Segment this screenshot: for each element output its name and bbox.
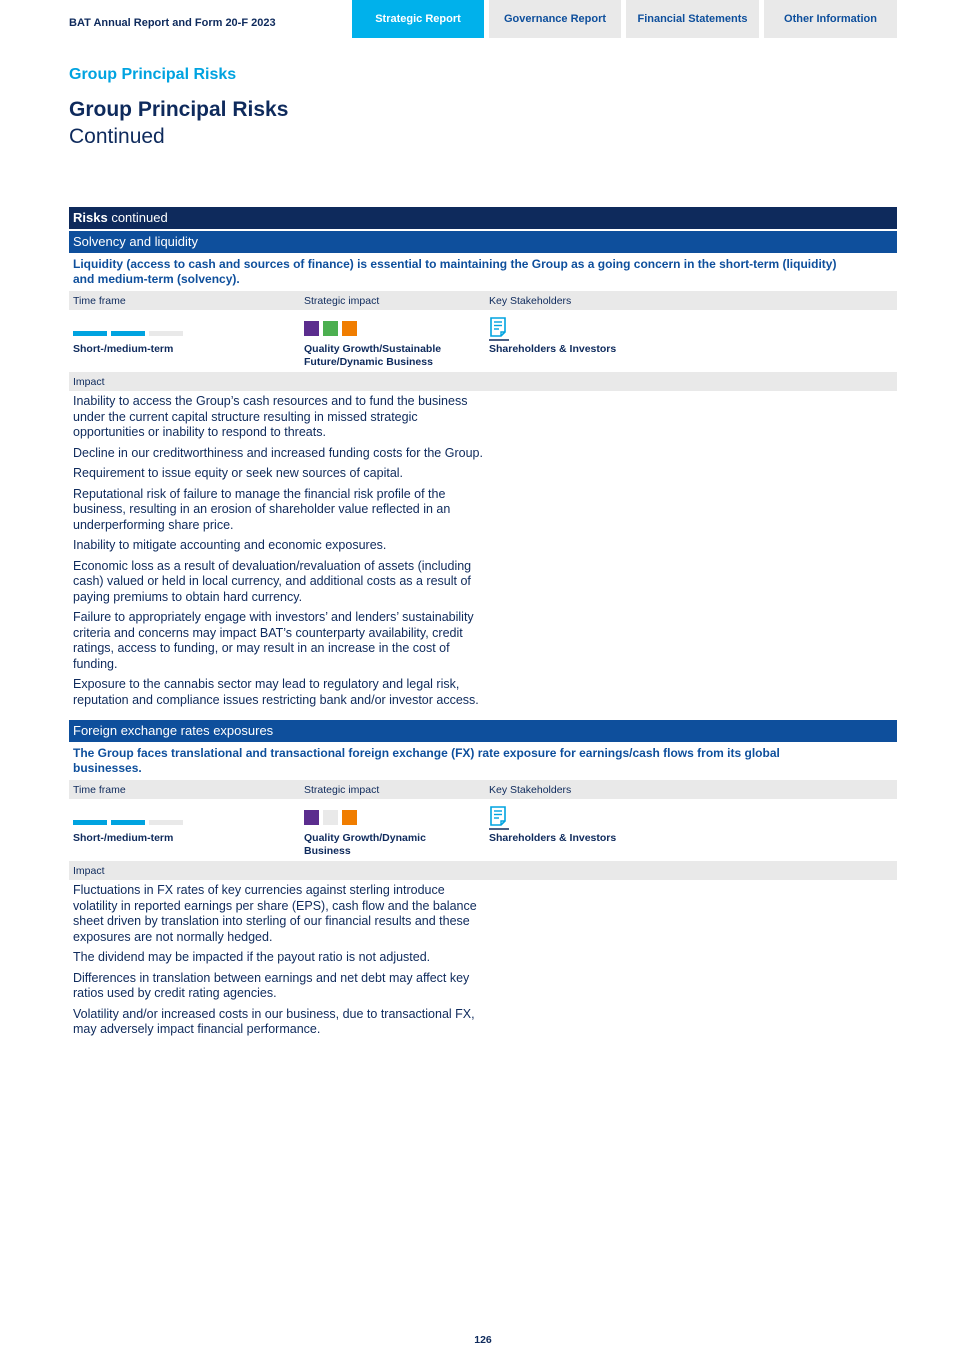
quality-growth-icon bbox=[304, 810, 319, 825]
impact-item: Inability to access the Group’s cash resources and to fund the business under the current capital structure resulting in missed strategic opportunities or inability to respond to threats. bbox=[73, 394, 468, 439]
sustainable-future-icon bbox=[323, 321, 338, 336]
impact-label-row bbox=[69, 861, 897, 880]
risk-section-solvency bbox=[69, 231, 897, 708]
time-frame-segment bbox=[149, 820, 183, 825]
strategic-impact-label: Strategic impact bbox=[304, 295, 380, 307]
section-title: Foreign exchange rates exposures bbox=[69, 720, 897, 742]
tab-governance-report[interactable]: Governance Report bbox=[489, 0, 621, 38]
time-frame-indicator bbox=[73, 820, 183, 825]
section-kicker: Group Principal Risks bbox=[69, 66, 237, 83]
section-title: Solvency and liquidity bbox=[69, 231, 897, 253]
visual-row bbox=[69, 310, 897, 372]
page-subtitle: Continued bbox=[69, 125, 165, 148]
time-frame-label: Time frame bbox=[73, 295, 126, 307]
visual-row bbox=[69, 799, 897, 861]
stakeholders-value: Shareholders & Investors bbox=[489, 832, 617, 844]
dynamic-business-icon bbox=[342, 810, 357, 825]
document-icon bbox=[489, 806, 509, 830]
section-description: Liquidity (access to cash and sources of finance) is essential to maintaining the Group as a going concern in the short-term (liquidity) and medium-term (solvency). bbox=[73, 257, 837, 286]
strategic-impact-icons bbox=[304, 321, 357, 336]
impact-item: Exposure to the cannabis sector may lead to regulatory and legal risk, reputation and compliance issues restricting bank and/or investor access. bbox=[73, 677, 479, 707]
sustainable-future-icon bbox=[323, 810, 338, 825]
time-frame-segment bbox=[73, 820, 107, 825]
time-frame-label: Time frame bbox=[73, 784, 126, 796]
page-title: Group Principal Risks bbox=[69, 98, 289, 121]
strategic-impact-value: Quality Growth/Sustainable Future/Dynamic Business bbox=[304, 343, 442, 368]
time-frame-value: Short-/medium-term bbox=[73, 343, 174, 355]
impact-item: The dividend may be impacted if the payout ratio is not adjusted. bbox=[73, 950, 431, 964]
time-frame-segment bbox=[111, 820, 145, 825]
document-icon bbox=[489, 317, 509, 341]
strategic-impact-label: Strategic impact bbox=[304, 784, 380, 796]
tab-strategic-report[interactable]: Strategic Report bbox=[352, 0, 484, 38]
impact-item: Fluctuations in FX rates of key currencies against sterling introduce volatility in reported earnings per share (EPS), cash flow and the balance sheet driven by translation into sterling of our financial results and these exposures are not normally hedged. bbox=[73, 883, 477, 944]
risks-header-rest: continued bbox=[107, 210, 168, 225]
top-navigation-bar bbox=[0, 0, 966, 38]
time-frame-segment bbox=[149, 331, 183, 336]
page-number: 126 bbox=[474, 1334, 492, 1346]
time-frame-segment bbox=[111, 331, 145, 336]
impact-label: Impact bbox=[73, 376, 105, 388]
tab-financial-statements[interactable]: Financial Statements bbox=[626, 0, 759, 38]
risks-header bbox=[69, 207, 897, 229]
section-description: The Group faces translational and transactional foreign exchange (FX) rate exposure for earnings/cash flows from its global businesses. bbox=[73, 746, 780, 775]
key-stakeholders-label: Key Stakeholders bbox=[489, 784, 572, 796]
quality-growth-icon bbox=[304, 321, 319, 336]
label-row bbox=[69, 780, 897, 799]
impact-item: Reputational risk of failure to manage the financial risk profile of the business, resulting in an erosion of shareholder value reflected in an underperforming share price. bbox=[73, 486, 451, 532]
time-frame-indicator bbox=[73, 331, 183, 336]
report-title: BAT Annual Report and Form 20-F 2023 bbox=[69, 17, 276, 29]
impact-item: Differences in translation between earnings and net debt may affect key ratios used by credit rating agencies. bbox=[73, 970, 470, 1000]
impact-list bbox=[69, 880, 489, 1038]
strategic-impact-icons bbox=[304, 810, 357, 825]
impact-item: Volatility and/or increased costs in our business, due to transactional FX, may adversely impact financial performance. bbox=[73, 1006, 475, 1036]
dynamic-business-icon bbox=[342, 321, 357, 336]
impact-item: Requirement to issue equity or seek new sources of capital. bbox=[73, 466, 404, 480]
impact-list bbox=[69, 391, 489, 708]
impact-item: Decline in our creditworthiness and increased funding costs for the Group. bbox=[73, 445, 483, 460]
impact-item: Failure to appropriately engage with investors’ and lenders’ sustainability criteria and concerns may impact BAT’s counterparty availability, credit ratings, access to funding, or may result in an increase in the cost of funding. bbox=[73, 610, 474, 671]
label-row bbox=[69, 291, 897, 310]
impact-item: Economic loss as a result of devaluation/revaluation of assets (including cash) valued or held in local currency, and additional costs as a result of paying premiums to obtain hard currency. bbox=[73, 558, 472, 604]
risks-content bbox=[69, 207, 897, 1043]
impact-label-row bbox=[69, 372, 897, 391]
impact-label: Impact bbox=[73, 865, 105, 877]
tab-other-information[interactable]: Other Information bbox=[764, 0, 897, 38]
key-stakeholders-label: Key Stakeholders bbox=[489, 295, 572, 307]
impact-item: Inability to mitigate accounting and economic exposures. bbox=[73, 538, 387, 552]
strategic-impact-value: Quality Growth/Dynamic Business bbox=[304, 832, 426, 857]
time-frame-value: Short-/medium-term bbox=[73, 832, 174, 844]
risks-header-bold: Risks bbox=[73, 210, 108, 225]
stakeholders-value: Shareholders & Investors bbox=[489, 343, 617, 355]
time-frame-segment bbox=[73, 331, 107, 336]
risk-section-fx bbox=[69, 720, 897, 1038]
